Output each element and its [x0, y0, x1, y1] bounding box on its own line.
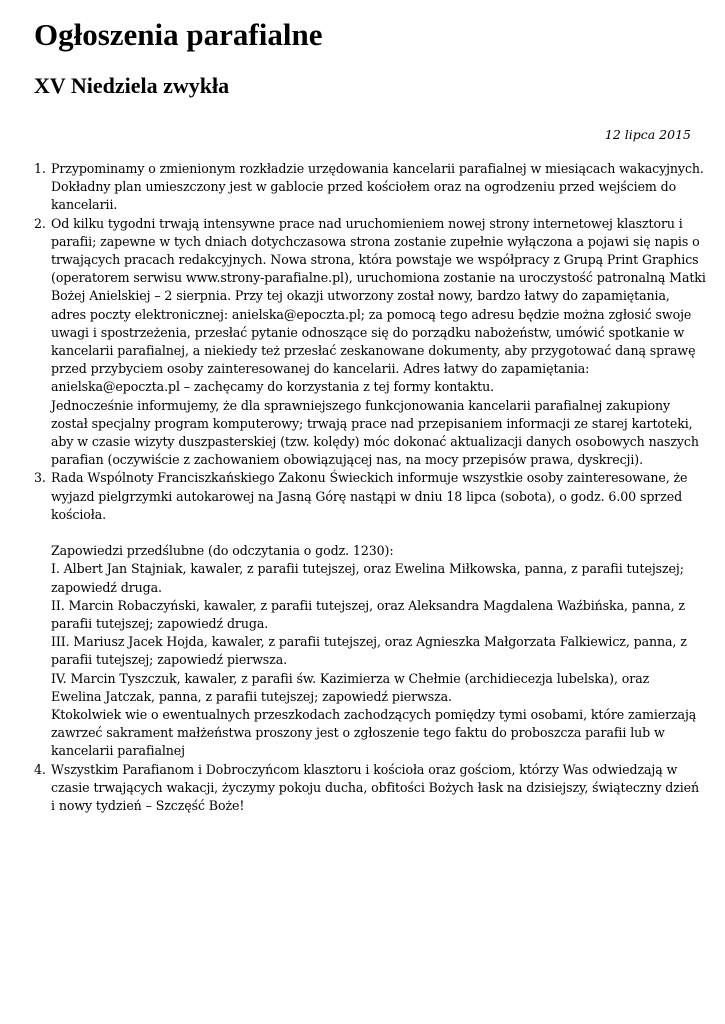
text-line: Ktokolwiek wie o ewentualnych przeszkodach zachodzących pomiędzy tymi osobami, które zamierzają — [51, 707, 697, 723]
text-line: kancelarii. — [51, 197, 118, 213]
text-line: kancelarii parafialnej — [51, 743, 185, 759]
text-line: Dokładny plan umieszczony jest w gablocie przed kościołem oraz na ogrodzeniu przed wejściem do — [51, 179, 677, 195]
page-subtitle: XV Niedziela zwykła — [34, 73, 230, 98]
text-line: III. Mariusz Jacek Hojda, kawaler, z parafii tutejszej, oraz Agnieszka Małgorzata Falkiewicz, panna, z — [51, 634, 687, 650]
text-line: Od kilku tygodni trwają intensywne prace nad uruchomieniem nowej strony internetowej klasztoru i — [51, 215, 683, 231]
text-line: Wszystkim Parafianom i Dobroczyńcom klasztoru i kościoła oraz gościom, którzy Was odwiedzają w — [51, 761, 678, 777]
list-item-number: 2. — [34, 215, 46, 231]
text-line: uwagi i spostrzeżenia, przesłać pytanie odnoszące się do porządku nabożeństw, umówić spotkanie w — [51, 324, 685, 340]
text-line: zawrzeć sakrament małżeństwa proszony jest o zgłoszenie tego faktu do proboszcza parafii lub w — [51, 725, 665, 741]
list-item-number: 1. — [34, 161, 46, 176]
text-line: trwających pracach redakcyjnych. Nowa strona, która powstaje we współpracy z Grupą Print Graphics — [51, 252, 699, 268]
text-line: kościoła. — [51, 506, 107, 522]
notice-list — [0, 160, 725, 815]
text-line: Ewelina Jatczak, panna, z parafii tutejszej; zapowiedź pierwsza. — [51, 688, 452, 704]
text-line: anielska@epoczta.pl – zachęcamy do korzystania z tej formy kontaktu. — [51, 379, 495, 395]
text-line: Przypominamy o zmienionym rozkładzie urzędowania kancelarii parafialnej w miesiącach wakacyjnych. — [51, 161, 704, 176]
text-line: aby w czasie wizyty duszpasterskiej (tzw. kolędy) móc dokonać aktualizacji danych osobowych naszych — [51, 434, 699, 450]
list-item — [34, 761, 700, 816]
text-line: I. Albert Jan Stajniak, kawaler, z parafii tutejszej, oraz Ewelina Miłkowska, panna, z parafii tutejszej; — [51, 561, 684, 577]
text-line: II. Marcin Robaczyński, kawaler, z parafii tutejszej, oraz Aleksandra Magdalena Waźbińska, panna, z — [51, 597, 685, 613]
list-item-number: 4. — [34, 761, 46, 777]
page-title: Ogłoszenia parafialne — [34, 17, 323, 52]
list-item — [34, 215, 706, 470]
text-line: (operatorem serwisu www.strony-parafialne.pl), uruchomiona zostanie na uroczystość patronalną Matki — [51, 270, 706, 286]
text-line: zapowiedź druga. — [51, 579, 162, 595]
text-line: Zapowiedzi przedślubne (do odczytania o godz. 1230): — [51, 543, 394, 559]
text-line: parafii; zapewne w tych dniach dotychczasowa strona zostanie zupełnie wyłączona a pojawi się napis o — [51, 233, 700, 249]
text-line: Jednocześnie informujemy, że dla sprawniejszego funkcjonowania kancelarii parafialnej zakupiony — [51, 397, 671, 413]
text-line: parafii tutejszej; zapowiedź pierwsza. — [51, 652, 288, 668]
text-line: kancelarii parafialnej, a niekiedy też przesłać zeskanowane dokumenty, aby przygotować daną sprawę — [51, 343, 696, 359]
list-item — [34, 469, 697, 760]
text-line: i nowy tydzień – Szczęść Boże! — [51, 798, 245, 814]
blank-line — [51, 524, 691, 542]
text-line: adres poczty elektronicznej: anielska@epoczta.pl; za pomocą tego adresu będzie można zgłosić swoje — [51, 306, 692, 322]
list-item-number: 3. — [34, 470, 46, 486]
document-date: 12 lipca 2015 — [604, 127, 691, 142]
list-item — [34, 160, 704, 215]
text-line: Rada Wspólnoty Franciszkańskiego Zakonu Świeckich informuje wszystkie osoby zainteresowane, że — [51, 470, 688, 486]
text-line: wyjazd pielgrzymki autokarowej na Jasną Górę nastąpi w dniu 18 lipca (sobota), o godz. 6.00 sprzed — [51, 488, 683, 504]
text-line: czasie trwających wakacji, życzymy pokoju ducha, obfitości Bożych łask na dzisiejszy, świąteczny dzień — [51, 779, 700, 795]
text-line: przed przybyciem osoby zainteresowanej do kancelarii. Adres łatwy do zapamiętania: — [51, 361, 590, 377]
text-line: parafian (oczywiście z zachowaniem obowiązującej nas, na mocy przepisów prawa, dyskrecji). — [51, 452, 644, 468]
text-line: Bożej Anielskiej – 2 sierpnia. Przy tej okazji utworzony został nowy, bardzo łatwy do zapamiętania, — [51, 288, 670, 304]
text-line: IV. Marcin Tyszczuk, kawaler, z parafii św. Kazimierza w Chełmie (archidiecezja lubelska), oraz — [51, 670, 650, 686]
text-line: parafii tutejszej; zapowiedź druga. — [51, 616, 269, 632]
text-line: został specjalny program komputerowy; trwają prace nad przepisaniem informacji ze starej kartoteki, — [51, 415, 693, 431]
